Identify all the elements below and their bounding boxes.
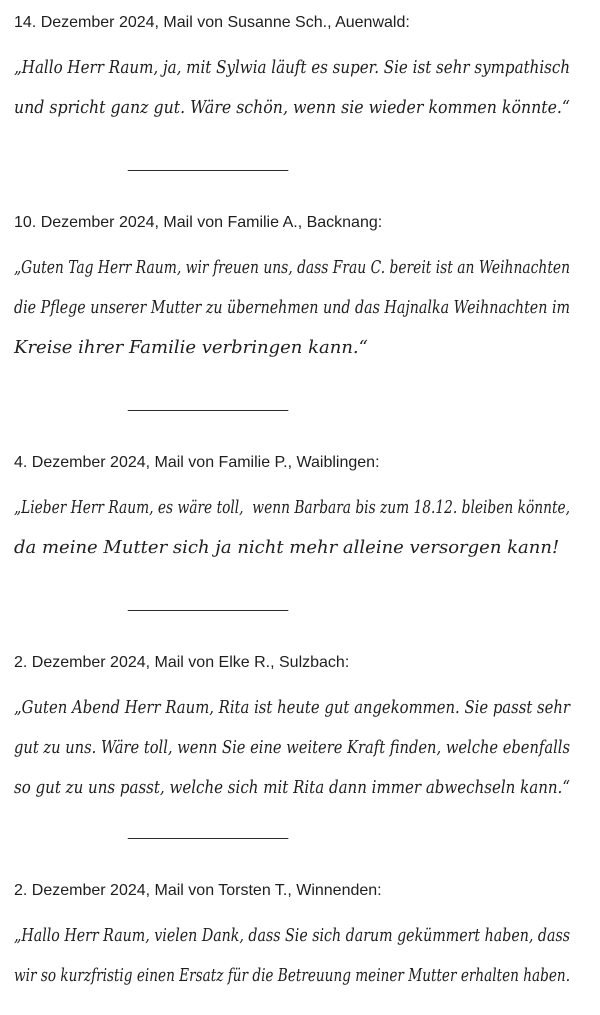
section-divider: __________________ (128, 823, 289, 840)
mail-entry (14, 452, 600, 614)
mail-quote-line: „Hallo Herr Raum, ja, mit Sylwia läuft es super. Sie ist sehr sympathisch (14, 57, 571, 79)
mail-quote-line: „Lieber Herr Raum, es wäre toll, wenn Barbara bis zum 18.12. bleiben könnte, (14, 497, 571, 519)
mail-quote-line: da meine Mutter sich ja nicht mehr alleine versorgen kann! (14, 537, 560, 559)
mail-quote (14, 488, 600, 568)
mail-quote (14, 48, 600, 128)
mail-entry (14, 880, 600, 996)
mail-entry (14, 212, 600, 414)
mail-entry-header: 4. Dezember 2024, Mail von Familie P., Waiblingen: (14, 454, 380, 471)
mail-quote-line: wir so kurzfristig einen Ersatz für die Betreuung meiner Mutter erhalten haben. (14, 965, 571, 987)
mail-entry-header: 2. Dezember 2024, Mail von Torsten T., Winnenden: (14, 882, 382, 899)
mail-quote (14, 916, 600, 996)
mail-quote-line: „Hallo Herr Raum, vielen Dank, dass Sie sich darum gekümmert haben, dass (14, 925, 571, 947)
mail-quote-line: „Guten Tag Herr Raum, wir freuen uns, dass Frau C. bereit ist an Weihnachten (14, 257, 570, 279)
mail-quote (14, 688, 600, 808)
mail-quote-line: gut zu uns. Wäre toll, wenn Sie eine weitere Kraft finden, welche ebenfalls (14, 737, 571, 759)
mail-entry-header: 14. Dezember 2024, Mail von Susanne Sch., Auenwald: (14, 14, 410, 31)
mail-entry (14, 12, 600, 174)
mail-entry-header: 2. Dezember 2024, Mail von Elke R., Sulzbach: (14, 654, 350, 671)
mail-entry-header: 10. Dezember 2024, Mail von Familie A., Backnang: (14, 214, 383, 231)
mail-quote (14, 248, 600, 368)
mail-quote-line: „Guten Abend Herr Raum, Rita ist heute gut angekommen. Sie passt sehr (14, 697, 571, 719)
section-divider: __________________ (128, 595, 289, 612)
section-divider: __________________ (128, 155, 289, 172)
mail-entry (14, 652, 600, 842)
mail-quote-line: Kreise ihrer Familie verbringen kann.“ (14, 337, 368, 359)
mail-quote-line: die Pflege unserer Mutter zu übernehmen und das Hajnalka Weihnachten im (14, 297, 571, 319)
section-divider: __________________ (128, 395, 289, 412)
mail-quote-line: und spricht ganz gut. Wäre schön, wenn sie wieder kommen könnte.“ (14, 97, 570, 119)
mail-quote-line: so gut zu uns passt, welche sich mit Rita dann immer abwechseln kann.“ (14, 777, 571, 799)
